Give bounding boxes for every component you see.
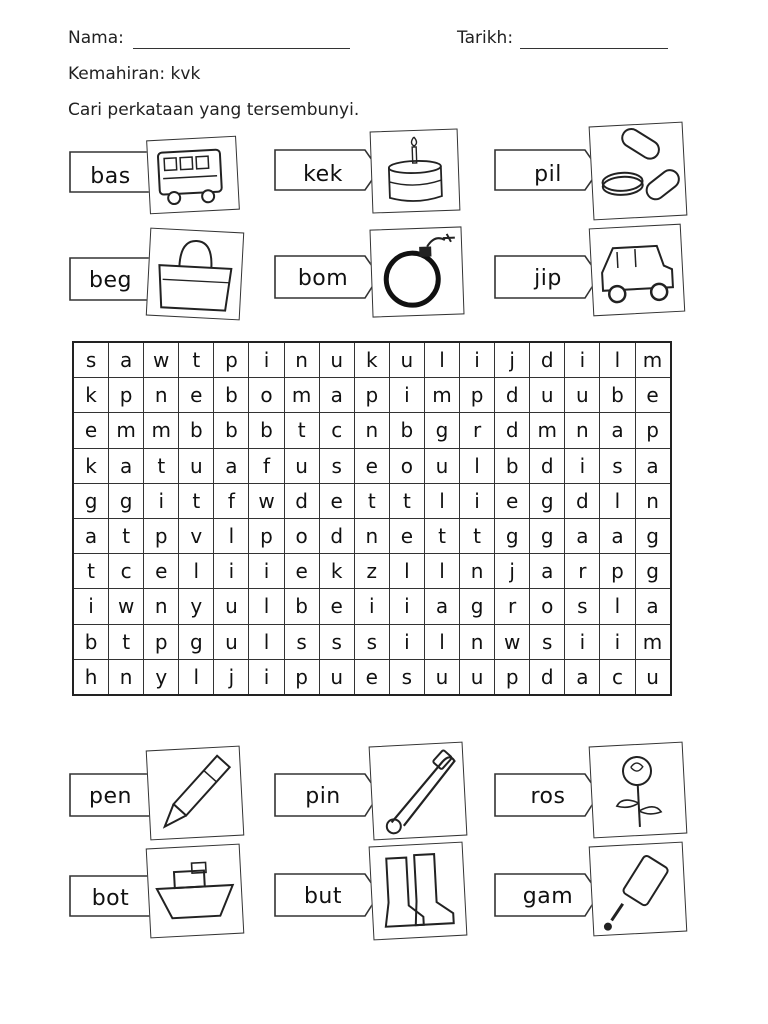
grid-cell[interactable]: e [284, 554, 319, 589]
word-card-bas [68, 132, 288, 232]
grid-cell[interactable]: u [635, 659, 671, 695]
grid-cell[interactable]: e [354, 659, 389, 695]
grid-cell[interactable]: n [284, 342, 319, 378]
grid-cell[interactable]: t [179, 342, 214, 378]
grid-cell[interactable]: t [73, 554, 109, 589]
grid-cell[interactable]: a [530, 554, 565, 589]
grid-cell[interactable]: t [109, 624, 144, 659]
grid-cell[interactable]: a [424, 589, 459, 624]
grid-cell[interactable]: s [284, 624, 319, 659]
grid-cell[interactable]: s [565, 589, 600, 624]
grid-cell[interactable]: d [565, 483, 600, 518]
grid-cell[interactable]: j [214, 659, 249, 695]
grid-cell[interactable]: b [214, 378, 249, 413]
grid-cell[interactable]: s [73, 342, 109, 378]
grid-cell[interactable]: i [354, 589, 389, 624]
grid-cell[interactable]: w [249, 483, 284, 518]
grid-cell[interactable]: d [530, 659, 565, 695]
grid-cell[interactable]: o [389, 448, 424, 483]
grid-cell[interactable]: g [495, 518, 530, 553]
grid-cell[interactable]: u [565, 378, 600, 413]
word-card-bom [273, 228, 493, 328]
word-label: beg [89, 268, 132, 293]
grid-cell[interactable]: p [144, 624, 179, 659]
bus-icon [146, 136, 240, 215]
grid-cell[interactable]: i [565, 624, 600, 659]
grid-cell[interactable]: u [424, 659, 459, 695]
word-card-gam [493, 848, 713, 948]
instruction-text: Cari perkataan yang tersembunyi. [68, 100, 360, 120]
grid-cell[interactable]: a [600, 413, 635, 448]
grid-cell[interactable]: n [460, 554, 495, 589]
grid-cell[interactable]: b [214, 413, 249, 448]
grid-cell[interactable]: u [179, 448, 214, 483]
grid-cell[interactable]: e [144, 554, 179, 589]
grid-cell[interactable]: h [73, 659, 109, 695]
fountain-pen-icon [146, 746, 245, 841]
grid-row [73, 624, 671, 659]
word-card-beg [68, 228, 288, 328]
grid-cell[interactable]: l [179, 659, 214, 695]
grid-cell[interactable]: c [319, 413, 354, 448]
grid-cell[interactable]: i [249, 342, 284, 378]
grid-cell[interactable]: l [424, 624, 459, 659]
grid-cell[interactable]: b [495, 448, 530, 483]
grid-cell[interactable]: k [319, 554, 354, 589]
grid-cell[interactable]: t [179, 483, 214, 518]
grid-cell[interactable]: d [530, 448, 565, 483]
word-card-ros [493, 744, 713, 844]
word-label: gam [522, 884, 574, 909]
word-card-pil [493, 124, 713, 224]
grid-cell[interactable]: g [73, 483, 109, 518]
grid-cell[interactable]: r [565, 554, 600, 589]
grid-cell[interactable]: l [600, 589, 635, 624]
grid-cell[interactable]: m [635, 342, 671, 378]
grid-cell[interactable]: l [600, 483, 635, 518]
grid-cell[interactable]: d [495, 413, 530, 448]
cake-icon [370, 128, 461, 213]
boots-icon [369, 842, 468, 941]
grid-cell[interactable]: g [635, 554, 671, 589]
word-label: pin [305, 784, 341, 809]
word-label: bom [297, 266, 349, 291]
grid-cell[interactable]: u [214, 589, 249, 624]
grid-cell[interactable]: u [530, 378, 565, 413]
word-label: bot [91, 886, 130, 911]
grid-cell[interactable]: a [635, 448, 671, 483]
grid-cell[interactable]: f [214, 483, 249, 518]
grid-cell[interactable]: l [424, 483, 459, 518]
skill-label: Kemahiran: kvk [68, 64, 201, 84]
grid-cell[interactable]: e [354, 448, 389, 483]
grid-cell[interactable]: s [530, 624, 565, 659]
grid-cell[interactable]: r [460, 413, 495, 448]
grid-cell[interactable]: m [530, 413, 565, 448]
pills-icon [589, 122, 688, 221]
grid-cell[interactable]: i [73, 589, 109, 624]
grid-cell[interactable]: m [109, 413, 144, 448]
grid-cell[interactable]: n [354, 518, 389, 553]
grid-cell[interactable]: s [319, 448, 354, 483]
grid-cell[interactable]: w [495, 624, 530, 659]
tarikh-label: Tarikh: [457, 28, 514, 48]
nama-blank-line[interactable] [133, 34, 350, 49]
grid-cell[interactable]: d [495, 378, 530, 413]
grid-cell[interactable]: u [214, 624, 249, 659]
grid-cell[interactable]: a [600, 518, 635, 553]
grid-cell[interactable]: m [144, 413, 179, 448]
grid-cell[interactable]: a [319, 378, 354, 413]
word-card-kek [273, 130, 493, 230]
grid-cell[interactable]: n [354, 413, 389, 448]
grid-cell[interactable]: g [530, 518, 565, 553]
grid-cell[interactable]: f [249, 448, 284, 483]
grid-cell[interactable]: p [144, 518, 179, 553]
grid-cell[interactable]: a [109, 342, 144, 378]
grid-cell[interactable]: p [460, 378, 495, 413]
grid-cell[interactable]: t [109, 518, 144, 553]
grid-cell[interactable]: m [284, 378, 319, 413]
grid-cell[interactable]: i [214, 554, 249, 589]
grid-cell[interactable]: i [389, 589, 424, 624]
grid-cell[interactable]: g [460, 589, 495, 624]
grid-cell[interactable]: a [109, 448, 144, 483]
grid-cell[interactable]: n [144, 378, 179, 413]
grid-cell[interactable]: a [565, 659, 600, 695]
grid-cell[interactable]: z [354, 554, 389, 589]
grid-cell[interactable]: a [73, 518, 109, 553]
glue-icon [589, 842, 688, 937]
grid-cell[interactable]: o [284, 518, 319, 553]
grid-cell[interactable]: p [284, 659, 319, 695]
grid-cell[interactable]: g [424, 413, 459, 448]
grid-cell[interactable]: i [389, 378, 424, 413]
grid-cell[interactable]: n [565, 413, 600, 448]
grid-cell[interactable]: c [600, 659, 635, 695]
grid-cell[interactable]: y [144, 659, 179, 695]
grid-cell[interactable]: o [530, 589, 565, 624]
grid-cell[interactable]: c [109, 554, 144, 589]
grid-cell[interactable]: p [600, 554, 635, 589]
grid-cell[interactable]: e [635, 378, 671, 413]
nama-label: Nama: [68, 28, 124, 48]
word-card-pen [68, 752, 288, 852]
grid-cell[interactable]: i [389, 624, 424, 659]
grid-cell[interactable]: p [354, 378, 389, 413]
grid-cell[interactable]: e [319, 483, 354, 518]
word-label: ros [530, 784, 566, 809]
grid-cell[interactable]: s [389, 659, 424, 695]
grid-row [73, 413, 671, 448]
grid-cell[interactable]: b [389, 413, 424, 448]
grid-cell[interactable]: l [249, 589, 284, 624]
grid-cell[interactable]: l [424, 342, 459, 378]
grid-cell[interactable]: g [530, 483, 565, 518]
word-card-jip [493, 226, 713, 326]
grid-cell[interactable]: u [319, 659, 354, 695]
word-label: kek [303, 162, 343, 187]
grid-row [73, 659, 671, 695]
grid-cell[interactable]: l [249, 624, 284, 659]
grid-cell[interactable]: d [319, 518, 354, 553]
grid-row [73, 483, 671, 518]
grid-cell[interactable]: p [214, 342, 249, 378]
grid-cell[interactable]: t [284, 413, 319, 448]
grid-cell[interactable]: e [179, 378, 214, 413]
grid-cell[interactable]: i [600, 624, 635, 659]
grid-cell[interactable]: b [179, 413, 214, 448]
grid-cell[interactable]: p [249, 518, 284, 553]
word-label: bas [90, 164, 131, 189]
grid-cell[interactable]: a [565, 518, 600, 553]
grid-cell[interactable]: b [600, 378, 635, 413]
bomb-icon [369, 226, 464, 317]
grid-cell[interactable]: u [389, 342, 424, 378]
word-card-bot [68, 850, 288, 950]
grid-cell[interactable]: a [214, 448, 249, 483]
grid-cell[interactable]: g [635, 518, 671, 553]
grid-cell[interactable]: j [495, 342, 530, 378]
boat-icon [146, 844, 245, 939]
grid-cell[interactable]: m [635, 624, 671, 659]
grid-cell[interactable]: l [389, 554, 424, 589]
grid-cell[interactable]: p [495, 659, 530, 695]
grid-cell[interactable]: p [109, 378, 144, 413]
grid-cell[interactable]: l [424, 554, 459, 589]
grid-cell[interactable]: t [144, 448, 179, 483]
grid-cell[interactable]: j [495, 554, 530, 589]
grid-cell[interactable]: n [635, 483, 671, 518]
grid-cell[interactable]: i [460, 342, 495, 378]
grid-cell[interactable]: l [214, 518, 249, 553]
grid-cell[interactable]: g [109, 483, 144, 518]
grid-cell[interactable]: g [179, 624, 214, 659]
grid-cell[interactable]: w [144, 342, 179, 378]
grid-cell[interactable]: i [144, 483, 179, 518]
grid-row [73, 589, 671, 624]
word-card-but [273, 850, 493, 950]
grid-cell[interactable]: k [73, 378, 109, 413]
grid-cell[interactable]: e [389, 518, 424, 553]
grid-row [73, 518, 671, 553]
grid-cell[interactable]: p [635, 413, 671, 448]
grid-cell[interactable]: t [354, 483, 389, 518]
grid-cell[interactable]: i [249, 659, 284, 695]
grid-cell[interactable]: d [284, 483, 319, 518]
grid-cell[interactable]: t [389, 483, 424, 518]
grid-cell[interactable]: i [565, 342, 600, 378]
grid-cell[interactable]: u [284, 448, 319, 483]
grid-cell[interactable]: v [179, 518, 214, 553]
grid-cell[interactable]: e [319, 589, 354, 624]
grid-cell[interactable]: s [600, 448, 635, 483]
grid-cell[interactable]: k [354, 342, 389, 378]
grid-cell[interactable]: e [495, 483, 530, 518]
grid-cell[interactable]: k [73, 448, 109, 483]
grid-row [73, 342, 671, 378]
word-search-grid [72, 341, 672, 696]
grid-cell[interactable]: b [284, 589, 319, 624]
grid-cell[interactable]: o [249, 378, 284, 413]
grid-cell[interactable]: t [460, 518, 495, 553]
word-label: jip [534, 266, 562, 291]
grid-cell[interactable]: d [530, 342, 565, 378]
jeep-icon [589, 224, 685, 317]
grid-cell[interactable]: r [495, 589, 530, 624]
grid-cell[interactable]: y [179, 589, 214, 624]
grid-cell[interactable]: t [424, 518, 459, 553]
grid-cell[interactable]: m [424, 378, 459, 413]
grid-cell[interactable]: e [73, 413, 109, 448]
grid-cell[interactable]: i [249, 554, 284, 589]
word-label: pil [534, 162, 562, 187]
grid-cell[interactable]: u [460, 659, 495, 695]
grid-row [73, 378, 671, 413]
grid-cell[interactable]: n [144, 589, 179, 624]
grid-cell[interactable]: n [460, 624, 495, 659]
bag-icon [146, 228, 244, 321]
grid-cell[interactable]: i [460, 483, 495, 518]
grid-cell[interactable]: u [319, 342, 354, 378]
grid-cell[interactable]: l [460, 448, 495, 483]
rose-icon [589, 742, 688, 839]
word-card-pin [273, 752, 493, 852]
grid-cell[interactable]: b [73, 624, 109, 659]
grid-cell[interactable]: l [179, 554, 214, 589]
grid-row [73, 448, 671, 483]
word-label: pen [89, 784, 132, 809]
safety-pin-icon [369, 742, 468, 841]
grid-cell[interactable]: w [109, 589, 144, 624]
grid-cell[interactable]: u [424, 448, 459, 483]
grid-cell[interactable]: s [354, 624, 389, 659]
grid-cell[interactable]: i [565, 448, 600, 483]
tarikh-blank-line[interactable] [520, 34, 668, 49]
grid-cell[interactable]: s [319, 624, 354, 659]
grid-cell[interactable]: l [600, 342, 635, 378]
grid-row [73, 554, 671, 589]
word-label: but [303, 884, 343, 909]
grid-cell[interactable]: b [249, 413, 284, 448]
grid-cell[interactable]: n [109, 659, 144, 695]
grid-cell[interactable]: a [635, 589, 671, 624]
